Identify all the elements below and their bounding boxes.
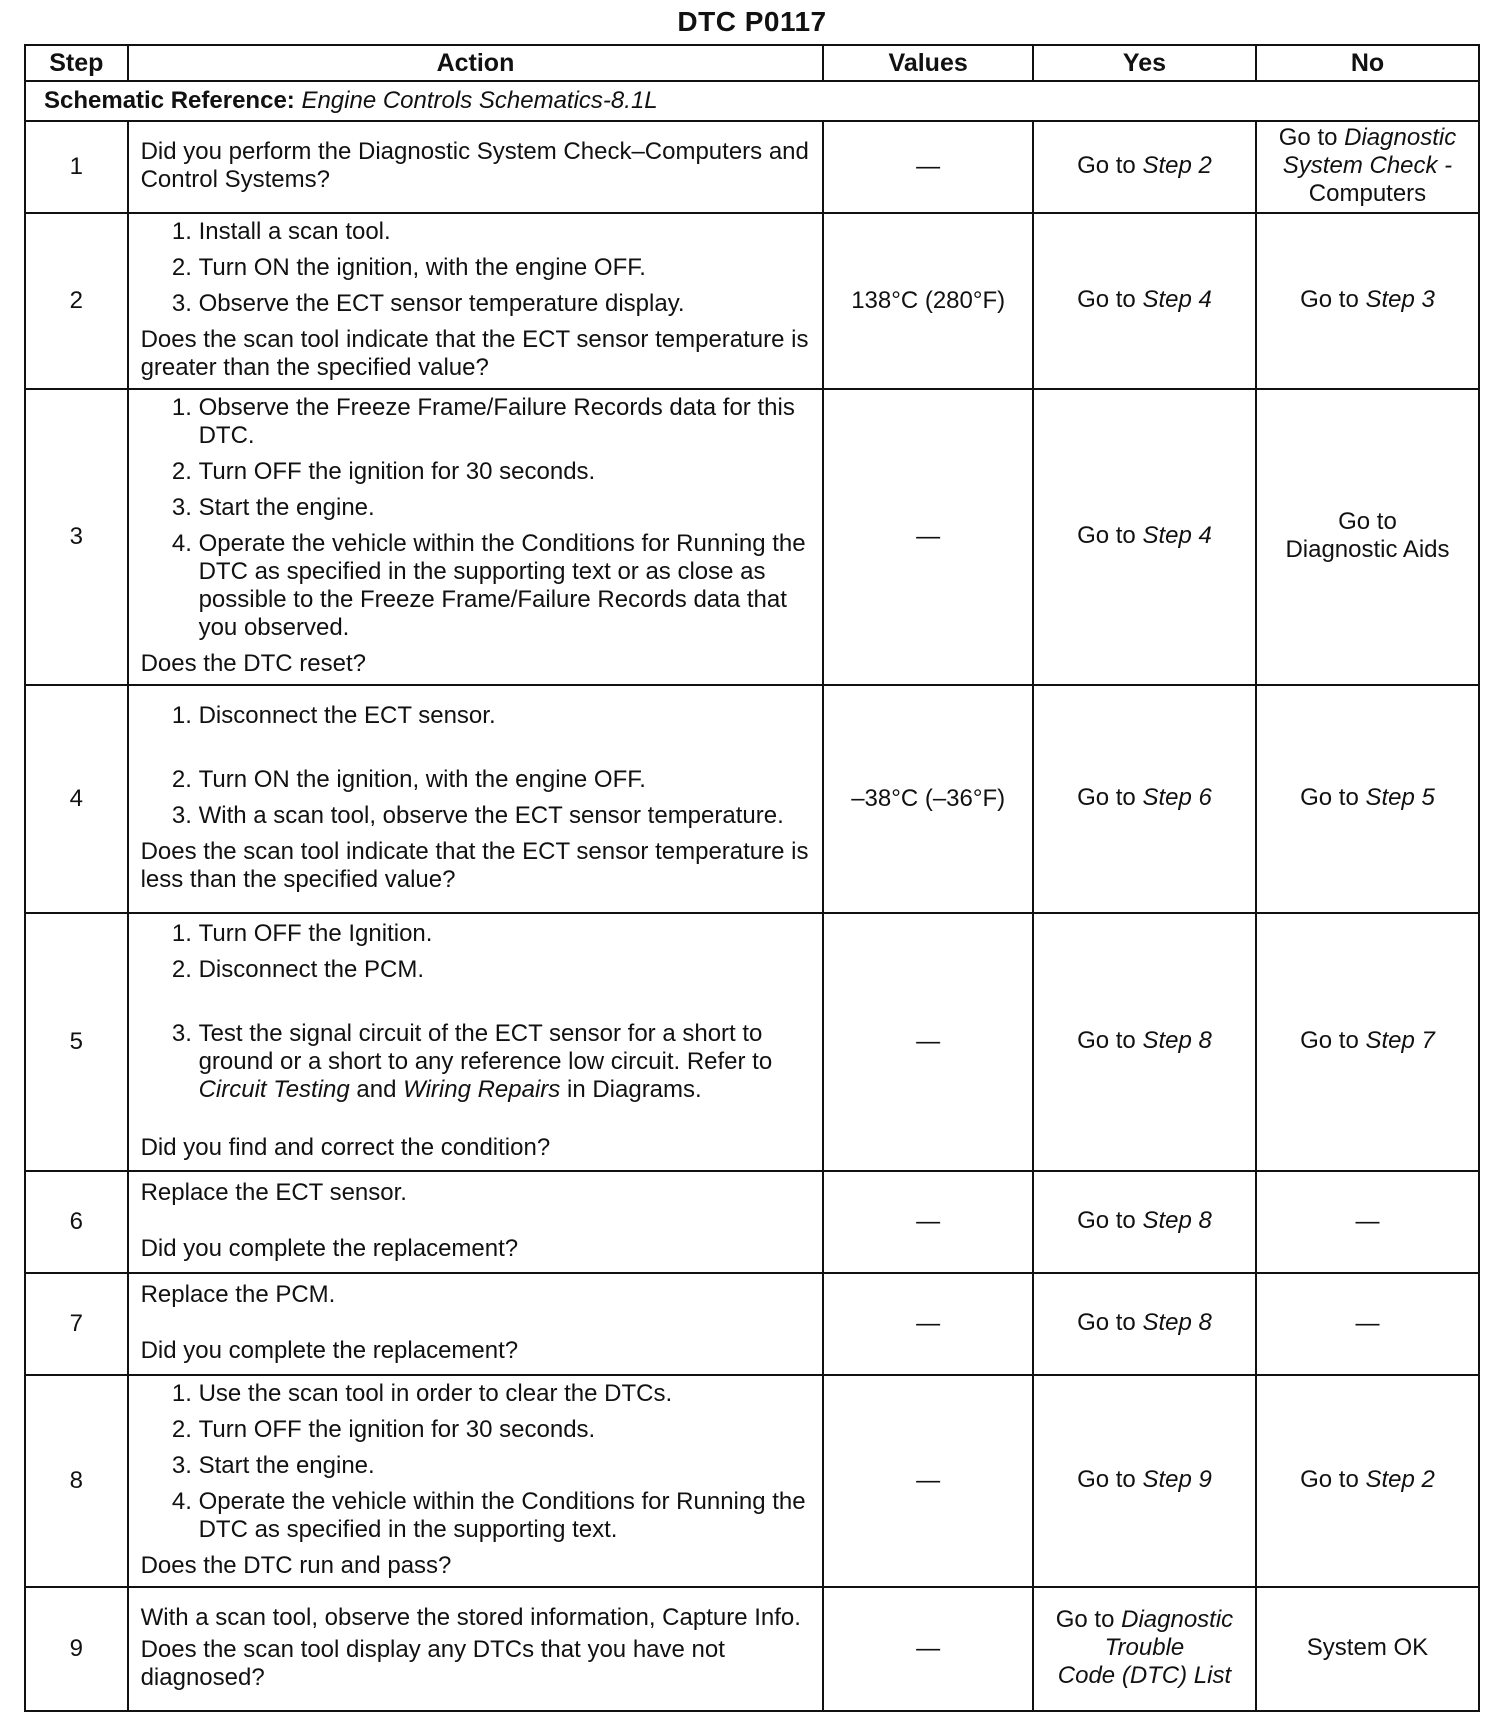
action-question: Does the scan tool indicate that the ECT sensor temperature is greater than the specified value? bbox=[140, 326, 809, 381]
action-question: Did you complete the replacement? bbox=[140, 1337, 519, 1364]
table-row bbox=[25, 1375, 1479, 1587]
step-number: 1 bbox=[25, 121, 128, 213]
yes-step-link: Step 8 bbox=[1142, 1308, 1212, 1336]
schematic-ref: Engine Controls Schematics-8.1L bbox=[301, 87, 658, 114]
step-action bbox=[128, 913, 824, 1171]
no-step-link: Step 2 bbox=[1365, 1465, 1435, 1493]
step-yes bbox=[1033, 1171, 1256, 1273]
action-question: Did you find and correct the condition? bbox=[140, 1134, 551, 1161]
action-question: Did you complete the replacement? bbox=[140, 1235, 519, 1262]
table-row bbox=[25, 213, 1479, 389]
table-row bbox=[25, 1273, 1479, 1375]
yes-step-link: Step 6 bbox=[1142, 783, 1212, 811]
action-item: 4. Operate the vehicle within the Conditions for Running the DTC as specified in the supporting text. bbox=[199, 1488, 811, 1544]
no-step-link: Step 3 bbox=[1365, 285, 1435, 313]
step-action bbox=[128, 1375, 824, 1587]
step-yes bbox=[1033, 1375, 1256, 1587]
no-step-link: Step 5 bbox=[1365, 783, 1435, 811]
action-text: Did you perform the Diagnostic System Check–Computers and Control Systems? bbox=[140, 138, 809, 193]
step-action bbox=[128, 213, 824, 389]
action-item: 1. Use the scan tool in order to clear the DTCs. bbox=[199, 1380, 811, 1408]
step-value: 138°C (280°F) bbox=[823, 213, 1033, 389]
yes-step-link: Step 4 bbox=[1142, 285, 1212, 313]
step-number: 3 bbox=[25, 389, 128, 685]
action-list bbox=[141, 1380, 811, 1544]
yes-step-link: Step 8 bbox=[1142, 1206, 1212, 1234]
action-text: Replace the ECT sensor. bbox=[140, 1179, 407, 1206]
yes-target-italic: Code (DTC) List bbox=[1057, 1661, 1232, 1689]
step-action bbox=[128, 1273, 824, 1375]
action-item: 1. Observe the Freeze Frame/Failure Records data for this DTC. bbox=[199, 394, 811, 450]
action-item: 1. Disconnect the ECT sensor. bbox=[199, 702, 811, 730]
go-to-label: Go to bbox=[1077, 1308, 1136, 1336]
no-target: Diagnostic Aids bbox=[1285, 535, 1450, 563]
no-target-italic: Diagnostic System Check - bbox=[1282, 124, 1457, 179]
yes-target-italic: Diagnostic bbox=[1121, 1605, 1234, 1633]
action-item: 4. Operate the vehicle within the Conditions for Running the DTC as specified in the supporting text or as close as possible to the Freeze Frame/Failure Records data that you observed. bbox=[199, 530, 811, 642]
go-to-label: Go to bbox=[1077, 285, 1136, 313]
step-yes bbox=[1033, 1587, 1256, 1711]
step-number: 7 bbox=[25, 1273, 128, 1375]
step-no bbox=[1256, 389, 1479, 685]
go-to-label: Go to bbox=[1077, 1465, 1136, 1493]
header-no: No bbox=[1256, 45, 1479, 81]
go-to-label: Go to bbox=[1077, 1206, 1136, 1234]
step-no: — bbox=[1256, 1171, 1479, 1273]
go-to-label: Go to bbox=[1077, 521, 1136, 549]
diagnostic-table bbox=[24, 44, 1480, 1712]
header-yes: Yes bbox=[1033, 45, 1256, 81]
step-no: — bbox=[1256, 1273, 1479, 1375]
action-question: Does the scan tool display any DTCs that you have not diagnosed? bbox=[140, 1636, 725, 1691]
step-number: 6 bbox=[25, 1171, 128, 1273]
step-value: — bbox=[823, 121, 1033, 213]
go-to-label: Go to bbox=[1077, 783, 1136, 811]
action-question: Does the DTC run and pass? bbox=[140, 1552, 452, 1579]
table-header-row bbox=[25, 45, 1479, 81]
header-action: Action bbox=[128, 45, 824, 81]
action-list bbox=[141, 920, 811, 1104]
yes-step-link: Step 9 bbox=[1142, 1465, 1212, 1493]
action-item: 3. Observe the ECT sensor temperature display. bbox=[199, 290, 811, 318]
yes-step-link: Step 4 bbox=[1142, 521, 1212, 549]
action-item: 3. Start the engine. bbox=[199, 1452, 811, 1480]
step-no bbox=[1256, 121, 1479, 213]
step-yes bbox=[1033, 213, 1256, 389]
step-no bbox=[1256, 685, 1479, 913]
step-no bbox=[1256, 1375, 1479, 1587]
action-question: Does the scan tool indicate that the ECT sensor temperature is less than the specified value? bbox=[140, 838, 809, 893]
table-row bbox=[25, 389, 1479, 685]
step-yes bbox=[1033, 1273, 1256, 1375]
step-value: –38°C (–36°F) bbox=[823, 685, 1033, 913]
go-to-label: Go to bbox=[1077, 1026, 1136, 1054]
header-step: Step bbox=[25, 45, 128, 81]
step-number: 4 bbox=[25, 685, 128, 913]
go-to-label: Go to bbox=[1300, 783, 1359, 811]
action-item: 2. Turn OFF the ignition for 30 seconds. bbox=[199, 1416, 811, 1444]
action-item: 3. With a scan tool, observe the ECT sensor temperature. bbox=[199, 802, 811, 830]
table-row bbox=[25, 913, 1479, 1171]
action-list bbox=[141, 218, 811, 318]
go-to-label: Go to bbox=[1278, 124, 1338, 151]
table-row bbox=[25, 121, 1479, 213]
step-no bbox=[1256, 213, 1479, 389]
action-item: 2. Turn ON the ignition, with the engine OFF. bbox=[199, 254, 811, 282]
header-values: Values bbox=[823, 45, 1033, 81]
no-step-link: Step 7 bbox=[1365, 1026, 1435, 1054]
action-item bbox=[199, 1020, 811, 1104]
yes-step-link: Step 8 bbox=[1142, 1026, 1212, 1054]
action-question: Does the DTC reset? bbox=[140, 650, 366, 677]
action-text: Replace the PCM. bbox=[140, 1281, 336, 1308]
action-item: 3. Start the engine. bbox=[199, 494, 811, 522]
go-to-label: Go to bbox=[1300, 1465, 1359, 1493]
yes-step-link: Step 2 bbox=[1142, 151, 1212, 179]
action-list bbox=[141, 394, 811, 642]
step-value: — bbox=[823, 1273, 1033, 1375]
action-text: With a scan tool, observe the stored information, Capture Info. bbox=[140, 1604, 801, 1631]
action-item: 1. Install a scan tool. bbox=[199, 218, 811, 246]
action-item: 2. Disconnect the PCM. bbox=[199, 956, 811, 984]
action-item: 2. Turn ON the ignition, with the engine OFF. bbox=[199, 766, 811, 794]
step-number: 2 bbox=[25, 213, 128, 389]
wiring-repairs-ref: Wiring Repairs bbox=[403, 1076, 561, 1103]
step-no: System OK bbox=[1256, 1587, 1479, 1711]
step-yes bbox=[1033, 913, 1256, 1171]
go-to-label: Go to bbox=[1055, 1605, 1115, 1633]
step-yes bbox=[1033, 685, 1256, 913]
step-number: 8 bbox=[25, 1375, 128, 1587]
table-row bbox=[25, 1587, 1479, 1711]
step-no bbox=[1256, 913, 1479, 1171]
item-text: Test the signal circuit of the ECT sensor for a short to ground or a short to any reference low circuit. Refer to bbox=[198, 1020, 773, 1075]
step-action bbox=[128, 121, 824, 213]
step-yes bbox=[1033, 389, 1256, 685]
action-item: 2. Turn OFF the ignition for 30 seconds. bbox=[199, 458, 811, 486]
go-to-label: Go to bbox=[1300, 285, 1359, 313]
no-target-rest: Computers bbox=[1308, 180, 1427, 207]
table-row bbox=[25, 1171, 1479, 1273]
yes-target-italic: Trouble bbox=[1104, 1633, 1185, 1661]
step-number: 9 bbox=[25, 1587, 128, 1711]
go-to-label: Go to bbox=[1077, 151, 1136, 179]
step-action bbox=[128, 1587, 824, 1711]
circuit-testing-ref: Circuit Testing bbox=[198, 1076, 350, 1103]
item-text: and bbox=[356, 1076, 397, 1103]
item-text: in Diagrams. bbox=[566, 1076, 702, 1103]
step-number: 5 bbox=[25, 913, 128, 1171]
action-list bbox=[141, 702, 811, 830]
step-value: — bbox=[823, 1587, 1033, 1711]
schematic-label: Schematic Reference: bbox=[44, 87, 295, 114]
step-value: — bbox=[823, 1171, 1033, 1273]
table-row bbox=[25, 685, 1479, 913]
step-action bbox=[128, 1171, 824, 1273]
step-action bbox=[128, 685, 824, 913]
schematic-reference-row bbox=[25, 81, 1479, 121]
step-value: — bbox=[823, 913, 1033, 1171]
step-action bbox=[128, 389, 824, 685]
step-yes bbox=[1033, 121, 1256, 213]
go-to-label: Go to bbox=[1300, 1026, 1359, 1054]
step-value: — bbox=[823, 389, 1033, 685]
step-value: — bbox=[823, 1375, 1033, 1587]
go-to-label: Go to bbox=[1338, 507, 1397, 535]
action-item: 1. Turn OFF the Ignition. bbox=[199, 920, 811, 948]
document-title: DTC P0117 bbox=[677, 6, 827, 37]
